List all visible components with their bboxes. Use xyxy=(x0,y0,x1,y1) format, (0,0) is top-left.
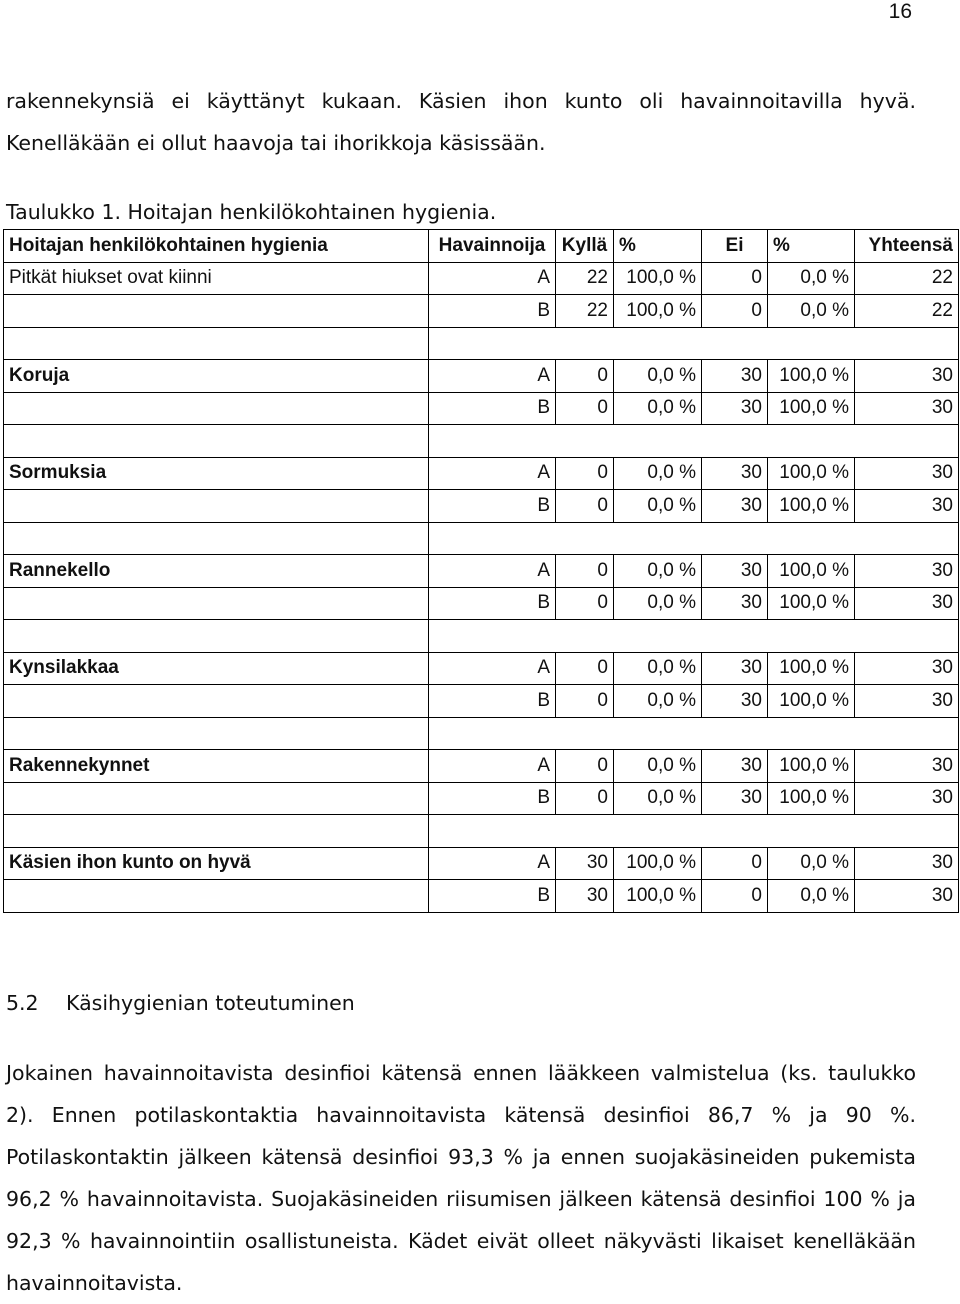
table-row xyxy=(4,587,959,620)
row-label: Rakennekynnet xyxy=(4,750,429,783)
table-cell: 30 xyxy=(855,457,959,490)
table-cell: 22 xyxy=(855,262,959,295)
table-cell: 0 xyxy=(556,360,614,393)
intro-paragraph xyxy=(6,80,916,164)
table-cell: B xyxy=(429,587,556,620)
table-row xyxy=(4,652,959,685)
table-row xyxy=(4,457,959,490)
spacer-row xyxy=(4,620,959,653)
table-cell: 0,0 % xyxy=(614,457,702,490)
spacer-row xyxy=(4,425,959,458)
table-cell: 30 xyxy=(702,587,768,620)
table-cell: 0 xyxy=(556,782,614,815)
table-cell: 0,0 % xyxy=(614,652,702,685)
header-cell: Havainnoija xyxy=(429,230,556,263)
table-cell: 30 xyxy=(702,392,768,425)
body-line: Potilaskontaktin jälkeen kätensä desinfioi 93,3 % ja ennen suojakäsineiden pukemista xyxy=(6,1145,916,1169)
table-cell: B xyxy=(429,490,556,523)
body-paragraph xyxy=(6,1052,916,1304)
table-cell: 0,0 % xyxy=(614,587,702,620)
table-cell: 0 xyxy=(702,847,768,880)
table-cell: 100,0 % xyxy=(768,555,855,588)
table-cell: 0,0 % xyxy=(768,880,855,913)
table-cell: 0 xyxy=(556,587,614,620)
spacer-cell xyxy=(4,522,429,555)
table-header-row xyxy=(4,230,959,263)
spacer-row xyxy=(4,327,959,360)
table-cell: 30 xyxy=(556,847,614,880)
table-cell: 30 xyxy=(702,457,768,490)
spacer-cell xyxy=(4,717,429,750)
table-cell: 30 xyxy=(702,750,768,783)
table-cell: 30 xyxy=(702,685,768,718)
table-row xyxy=(4,750,959,783)
section-title: Käsihygienian toteutuminen xyxy=(66,991,355,1015)
table-cell: 0 xyxy=(702,880,768,913)
intro-line: Kenelläkään ei ollut haavoja tai ihorikkoja käsissään. xyxy=(6,131,546,155)
table-cell: 30 xyxy=(855,847,959,880)
table-cell: 100,0 % xyxy=(614,295,702,328)
page-number: 16 xyxy=(888,0,912,23)
spacer-cell xyxy=(429,327,959,360)
body-line: havainnoitavista. xyxy=(6,1271,183,1295)
table-cell: 0 xyxy=(556,392,614,425)
table-cell: 100,0 % xyxy=(614,262,702,295)
table-cell: A xyxy=(429,457,556,490)
table-cell: 30 xyxy=(702,555,768,588)
row-label-empty xyxy=(4,685,429,718)
header-cell: Yhteensä xyxy=(855,230,959,263)
table-cell: 0 xyxy=(556,652,614,685)
table-cell: 30 xyxy=(556,880,614,913)
table-cell: 30 xyxy=(855,750,959,783)
section-heading xyxy=(6,988,355,1018)
table-cell: 100,0 % xyxy=(768,750,855,783)
table-cell: A xyxy=(429,847,556,880)
table-caption: Taulukko 1. Hoitajan henkilökohtainen hygienia. xyxy=(6,200,497,224)
table-cell: 0 xyxy=(556,685,614,718)
table-cell: B xyxy=(429,295,556,328)
row-label: Koruja xyxy=(4,360,429,393)
table-cell: 0,0 % xyxy=(768,295,855,328)
table-cell: 0,0 % xyxy=(614,685,702,718)
table-cell: 30 xyxy=(855,360,959,393)
header-cell: % xyxy=(614,230,702,263)
spacer-cell xyxy=(4,425,429,458)
row-label: Kynsilakkaa xyxy=(4,652,429,685)
row-label: Pitkät hiukset ovat kiinni xyxy=(4,262,429,295)
spacer-cell xyxy=(429,522,959,555)
table-cell: A xyxy=(429,652,556,685)
table-cell: B xyxy=(429,880,556,913)
table-cell: 0 xyxy=(702,262,768,295)
section-number: 5.2 xyxy=(6,991,39,1015)
row-label: Sormuksia xyxy=(4,457,429,490)
body-line: 96,2 % havainnoitavista. Suojakäsineiden riisumisen jälkeen kätensä desinfioi 100 % ja xyxy=(6,1187,916,1211)
table-cell: 30 xyxy=(855,490,959,523)
spacer-cell xyxy=(4,327,429,360)
spacer-cell xyxy=(4,620,429,653)
table-cell: 100,0 % xyxy=(768,685,855,718)
table-cell: 30 xyxy=(702,782,768,815)
body-line: Jokainen havainnoitavista desinfioi kätensä ennen lääkkeen valmistelua (ks. taulukko xyxy=(6,1061,916,1085)
table-cell: 30 xyxy=(855,652,959,685)
table-cell: 0,0 % xyxy=(614,360,702,393)
table-cell: 0 xyxy=(556,490,614,523)
spacer-cell xyxy=(429,815,959,848)
body-line: 2). Ennen potilaskontaktia havainnoitavista kätensä desinfioi 86,7 % ja 90 %. xyxy=(6,1103,916,1127)
table-cell: B xyxy=(429,685,556,718)
table-cell: 22 xyxy=(556,262,614,295)
table-cell: A xyxy=(429,262,556,295)
table-cell: 100,0 % xyxy=(768,457,855,490)
row-label-empty xyxy=(4,295,429,328)
table-row xyxy=(4,847,959,880)
table-cell: A xyxy=(429,360,556,393)
row-label-empty xyxy=(4,880,429,913)
row-label-empty xyxy=(4,490,429,523)
header-cell: Ei xyxy=(702,230,768,263)
table-row xyxy=(4,262,959,295)
spacer-cell xyxy=(429,620,959,653)
table-row xyxy=(4,295,959,328)
table-cell: 22 xyxy=(855,295,959,328)
table-cell: 0,0 % xyxy=(614,750,702,783)
table-cell: B xyxy=(429,392,556,425)
spacer-row xyxy=(4,522,959,555)
spacer-cell xyxy=(429,717,959,750)
table-cell: 30 xyxy=(855,782,959,815)
table-cell: 0 xyxy=(556,750,614,783)
header-cell: Kyllä xyxy=(556,230,614,263)
body-line: 92,3 % havainnointiin osallistuneista. Kädet eivät olleet näkyvästi likaiset kenelläkään xyxy=(6,1229,916,1253)
table-cell: 100,0 % xyxy=(768,490,855,523)
table-cell: 100,0 % xyxy=(768,652,855,685)
table-cell: 0,0 % xyxy=(614,392,702,425)
table-cell: 30 xyxy=(855,880,959,913)
table-cell: 22 xyxy=(556,295,614,328)
table-cell: 100,0 % xyxy=(614,880,702,913)
spacer-row xyxy=(4,815,959,848)
table-cell: 0,0 % xyxy=(768,847,855,880)
row-label: Käsien ihon kunto on hyvä xyxy=(4,847,429,880)
table-cell: 100,0 % xyxy=(768,587,855,620)
table-cell: A xyxy=(429,750,556,783)
table-cell: 100,0 % xyxy=(768,392,855,425)
table-cell: 100,0 % xyxy=(768,360,855,393)
table-body xyxy=(4,262,959,912)
table-cell: 30 xyxy=(702,360,768,393)
table-row xyxy=(4,685,959,718)
table-cell: B xyxy=(429,782,556,815)
table-cell: 30 xyxy=(855,685,959,718)
table-cell: 0 xyxy=(702,295,768,328)
row-label-empty xyxy=(4,782,429,815)
table-row xyxy=(4,880,959,913)
table-cell: 0,0 % xyxy=(614,490,702,523)
table-row xyxy=(4,360,959,393)
row-label-empty xyxy=(4,392,429,425)
table-row xyxy=(4,782,959,815)
header-cell: Hoitajan henkilökohtainen hygienia xyxy=(4,230,429,263)
table-row xyxy=(4,555,959,588)
intro-line: rakennekynsiä ei käyttänyt kukaan. Käsien ihon kunto oli havainnoitavilla hyvä. xyxy=(6,89,916,113)
table-cell: 0,0 % xyxy=(768,262,855,295)
table-cell: 0 xyxy=(556,555,614,588)
row-label: Rannekello xyxy=(4,555,429,588)
table-cell: 30 xyxy=(855,392,959,425)
table-cell: 100,0 % xyxy=(768,782,855,815)
table-cell: 30 xyxy=(855,555,959,588)
table-row xyxy=(4,392,959,425)
table-row xyxy=(4,490,959,523)
table-cell: 100,0 % xyxy=(614,847,702,880)
table-cell: 30 xyxy=(702,490,768,523)
table-cell: 0,0 % xyxy=(614,782,702,815)
table-cell: 0 xyxy=(556,457,614,490)
table-cell: 30 xyxy=(702,652,768,685)
hygiene-table xyxy=(3,229,959,913)
spacer-cell xyxy=(4,815,429,848)
table-cell: 0,0 % xyxy=(614,555,702,588)
table-cell: A xyxy=(429,555,556,588)
header-cell: % xyxy=(768,230,855,263)
spacer-row xyxy=(4,717,959,750)
spacer-cell xyxy=(429,425,959,458)
row-label-empty xyxy=(4,587,429,620)
table-cell: 30 xyxy=(855,587,959,620)
